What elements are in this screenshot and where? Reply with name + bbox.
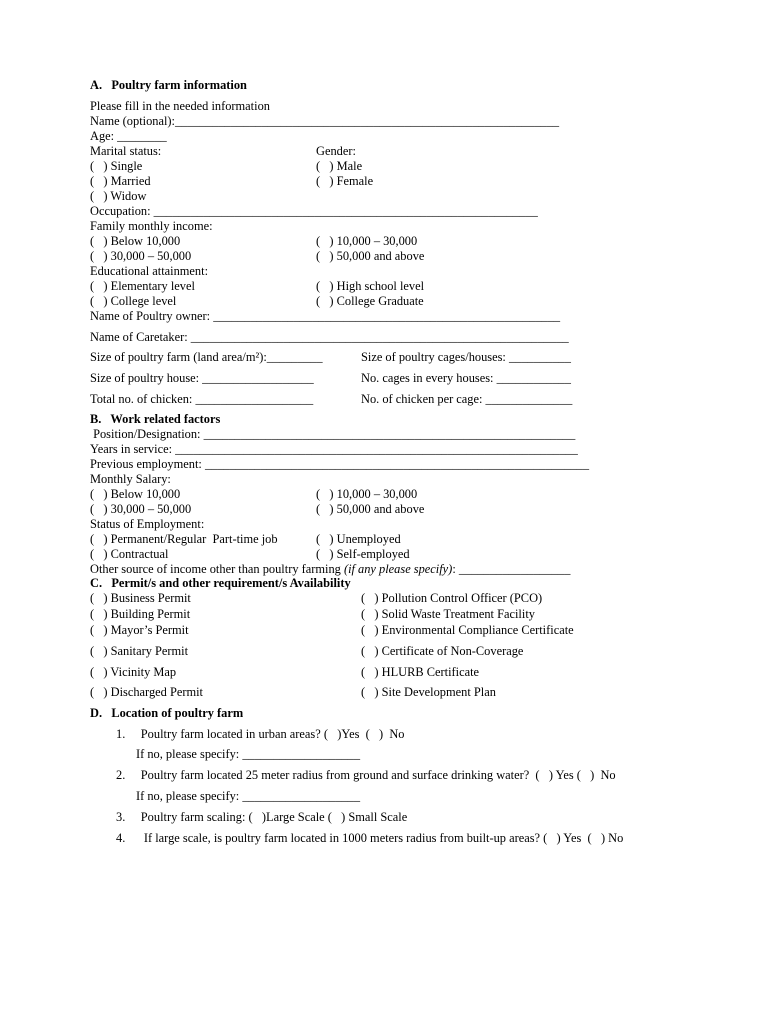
permit-option[interactable]: ( ) Business Permit — [90, 591, 191, 605]
salary-option-1[interactable]: ( ) Below 10,000 — [90, 487, 181, 501]
income-option-1[interactable]: ( ) Below 10,000 — [90, 234, 181, 248]
other-income-field[interactable] — [90, 562, 570, 577]
cages-count-field[interactable]: No. cages in every houses: ____________ — [361, 371, 571, 385]
other-income-note: (if any please specify) — [343, 562, 453, 576]
section-a-heading: A. Poultry farm information — [90, 78, 247, 92]
farm-size-field[interactable]: Size of poultry farm (land area/m²):_________ — [90, 350, 323, 364]
previous-employment-field[interactable]: Previous employment: ______________________________________________________________ — [90, 457, 590, 471]
income-option-3[interactable]: ( ) 30,000 – 50,000 — [90, 249, 192, 263]
question-2-specify-field[interactable]: If no, please specify: ___________________ — [136, 789, 361, 803]
status-option-4[interactable]: ( ) Self-employed — [316, 547, 410, 561]
section-b-heading: B. Work related factors — [90, 412, 221, 426]
section-c-heading: C. Permit/s and other requirement/s Availability — [90, 576, 351, 590]
permit-option[interactable]: ( ) Certificate of Non-Coverage — [361, 644, 524, 658]
salary-option-2[interactable]: ( ) 10,000 – 30,000 — [316, 487, 418, 501]
education-label: Educational attainment: — [90, 264, 209, 278]
house-size-field[interactable]: Size of poultry house: __________________ — [90, 371, 314, 385]
education-option-1[interactable]: ( ) Elementary level — [90, 279, 195, 293]
gender-label: Gender: — [316, 144, 356, 158]
name-field[interactable]: Name (optional):______________________________________________________________ — [90, 114, 560, 128]
income-option-4[interactable]: ( ) 50,000 and above — [316, 249, 425, 263]
female-option[interactable]: ( ) Female — [316, 174, 374, 188]
status-option-1[interactable]: ( ) Permanent/Regular Part-time job — [90, 532, 278, 546]
marital-status-label: Marital status: — [90, 144, 162, 158]
permit-option[interactable]: ( ) Sanitary Permit — [90, 644, 189, 658]
years-field[interactable]: Years in service: _________________________________________________________________ — [90, 442, 578, 456]
cages-size-field[interactable]: Size of poultry cages/houses: __________ — [361, 350, 571, 364]
question-2[interactable]: 2. Poultry farm located 25 meter radius from ground and surface drinking water? ( ) Yes ( ) No — [116, 768, 616, 782]
single-option[interactable]: ( ) Single — [90, 159, 143, 173]
permit-option[interactable]: ( ) HLURB Certificate — [361, 665, 480, 679]
married-option[interactable]: ( ) Married — [90, 174, 151, 188]
status-option-2[interactable]: ( ) Unemployed — [316, 532, 401, 546]
question-3[interactable]: 3. Poultry farm scaling: ( )Large Scale ( ) Small Scale — [116, 810, 408, 824]
permit-option[interactable]: ( ) Pollution Control Officer (PCO) — [361, 591, 543, 605]
chicken-total-field[interactable]: Total no. of chicken: ___________________ — [90, 392, 314, 406]
education-option-3[interactable]: ( ) College level — [90, 294, 177, 308]
permit-option[interactable]: ( ) Building Permit — [90, 607, 191, 621]
occupation-field[interactable]: Occupation: ______________________________________________________________ — [90, 204, 538, 218]
status-option-3[interactable]: ( ) Contractual — [90, 547, 169, 561]
income-label: Family monthly income: — [90, 219, 213, 233]
other-income-blank[interactable]: : __________________ — [452, 562, 571, 576]
salary-label: Monthly Salary: — [90, 472, 171, 486]
permit-option[interactable]: ( ) Vicinity Map — [90, 665, 177, 679]
education-option-4[interactable]: ( ) College Graduate — [316, 294, 424, 308]
permit-option[interactable]: ( ) Solid Waste Treatment Facility — [361, 607, 535, 621]
poultry-owner-field[interactable]: Name of Poultry owner: ________________________________________________________ — [90, 309, 561, 323]
question-1[interactable]: 1. Poultry farm located in urban areas? ( )Yes ( ) No — [116, 727, 405, 741]
instructions: Please fill in the needed information — [90, 99, 270, 113]
income-option-2[interactable]: ( ) 10,000 – 30,000 — [316, 234, 418, 248]
position-field[interactable]: Position/Designation: ____________________________________________________________ — [90, 427, 576, 441]
other-income-label: Other source of income other than poultry farming — [90, 562, 344, 576]
question-4[interactable]: 4. If large scale, is poultry farm located in 1000 meters radius from built-up areas? ( ) Yes ( ) No — [116, 831, 624, 845]
caretaker-field[interactable]: Name of Caretaker: _____________________________________________________________ — [90, 330, 569, 344]
permit-option[interactable]: ( ) Site Development Plan — [361, 685, 496, 699]
permit-option[interactable]: ( ) Mayor’s Permit — [90, 623, 189, 637]
chicken-per-cage-field[interactable]: No. of chicken per cage: ______________ — [361, 392, 573, 406]
employment-status-label: Status of Employment: — [90, 517, 205, 531]
question-1-specify-field[interactable]: If no, please specify: ___________________ — [136, 747, 361, 761]
section-d-heading: D. Location of poultry farm — [90, 706, 244, 720]
salary-option-4[interactable]: ( ) 50,000 and above — [316, 502, 425, 516]
permit-option[interactable]: ( ) Discharged Permit — [90, 685, 203, 699]
age-field[interactable]: Age: ________ — [90, 129, 167, 143]
widow-option[interactable]: ( ) Widow — [90, 189, 147, 203]
education-option-2[interactable]: ( ) High school level — [316, 279, 425, 293]
male-option[interactable]: ( ) Male — [316, 159, 363, 173]
permit-option[interactable]: ( ) Environmental Compliance Certificate — [361, 623, 574, 637]
salary-option-3[interactable]: ( ) 30,000 – 50,000 — [90, 502, 192, 516]
